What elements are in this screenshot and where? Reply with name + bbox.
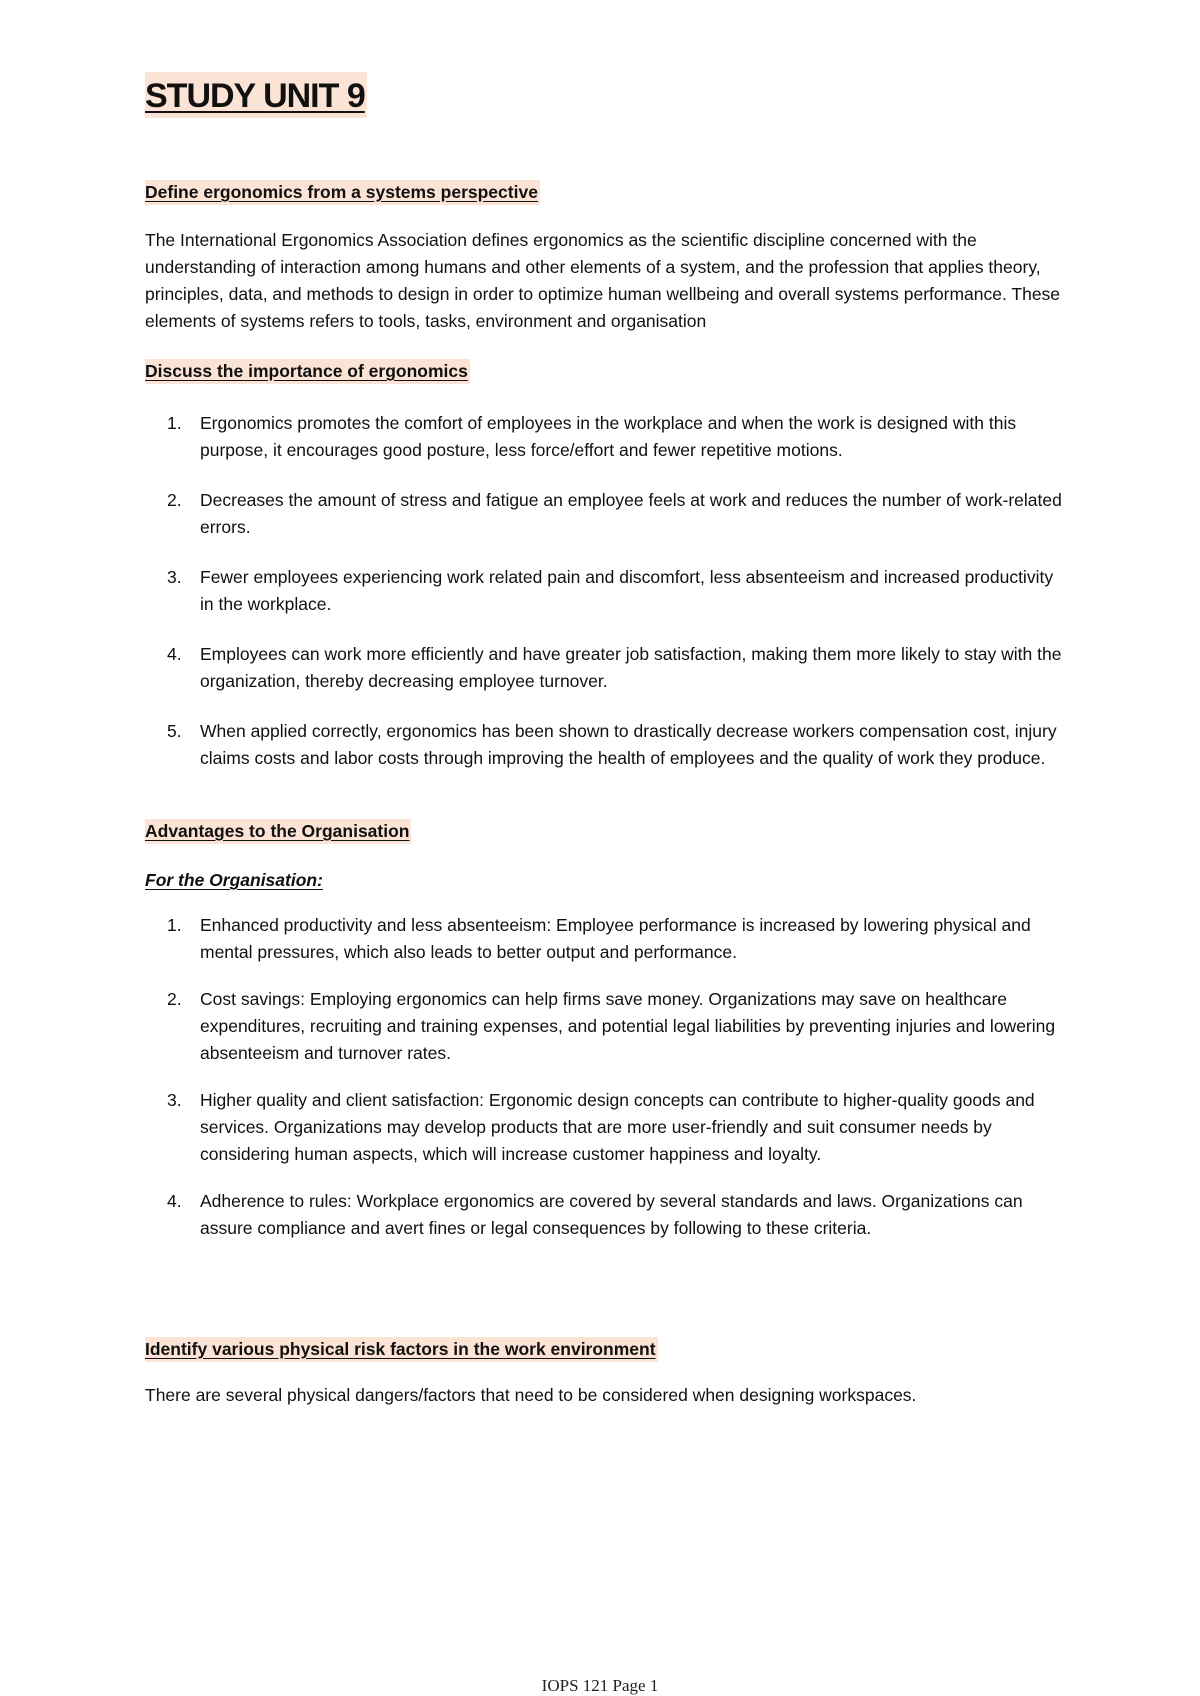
list-item — [145, 912, 1065, 966]
list-number: 2. — [167, 490, 182, 510]
heading-advantages: Advantages to the Organisation — [145, 819, 411, 844]
list-number: 3. — [167, 567, 182, 587]
list-item — [145, 986, 1065, 1067]
list-item — [145, 487, 1065, 541]
paragraph-define-ergonomics: The International Ergonomics Association defines ergonomics as the scientific discipline concerned with the understanding of interaction among humans and other elements of a system, and the profession that applies theory, principles, data, and methods to design in order to optimize human wellbeing and overall systems performance. These elements of systems refers to tools, tasks, environment and organisation — [145, 230, 1061, 331]
advantages-list — [145, 912, 1065, 1242]
list-number: 5. — [167, 721, 182, 741]
list-item — [145, 1087, 1065, 1168]
list-item — [145, 718, 1065, 772]
importance-list — [145, 410, 1065, 772]
heading-define-ergonomics: Define ergonomics from a systems perspective — [145, 180, 540, 205]
document-content — [145, 72, 1065, 1409]
subheading-for-organisation: For the Organisation: — [145, 870, 323, 890]
heading-importance: Discuss the importance of ergonomics — [145, 359, 470, 384]
list-number: 3. — [167, 1090, 182, 1110]
list-item-text: Cost savings: Employing ergonomics can help firms save money. Organizations may save on healthcare expenditures, recruiting and training expenses, and potential legal liabilities by preventing injuries and lowering absenteeism and turnover rates. — [200, 989, 1056, 1063]
list-item — [145, 564, 1065, 618]
list-item-text: Adherence to rules: Workplace ergonomics are covered by several standards and laws. Organizations can assure compliance and avert fines or legal consequences by following to these criteria. — [200, 1191, 1023, 1238]
paragraph-physical-risk: There are several physical dangers/factors that need to be considered when designing workspaces. — [145, 1385, 917, 1405]
list-item-text: Enhanced productivity and less absenteeism: Employee performance is increased by lowering physical and mental pressures, which also leads to better output and performance. — [200, 915, 1031, 962]
heading-physical-risk: Identify various physical risk factors in the work environment — [145, 1337, 658, 1362]
list-item — [145, 410, 1065, 464]
list-item — [145, 1188, 1065, 1242]
list-item-text: Decreases the amount of stress and fatigue an employee feels at work and reduces the number of work-related errors. — [200, 490, 1062, 537]
list-number: 4. — [167, 1191, 182, 1211]
list-number: 2. — [167, 989, 182, 1009]
list-item — [145, 641, 1065, 695]
list-item-text: Fewer employees experiencing work related pain and discomfort, less absenteeism and increased productivity in the workplace. — [200, 567, 1054, 614]
page-footer: IOPS 121 Page 1 — [541, 1676, 659, 1695]
list-item-text: When applied correctly, ergonomics has been shown to drastically decrease workers compensation cost, injury claims costs and labor costs through improving the health of employees and the quality of work they produce. — [200, 721, 1057, 768]
list-item-text: Ergonomics promotes the comfort of employees in the workplace and when the work is designed with this purpose, it encourages good posture, less force/effort and fewer repetitive motions. — [200, 413, 1017, 460]
list-number: 1. — [167, 413, 182, 433]
list-item-text: Higher quality and client satisfaction: Ergonomic design concepts can contribute to higher-quality goods and services. Organizations may develop products that are more user-friendly and suit consumer needs by considering human aspects, which will increase customer happiness and loyalty. — [200, 1090, 1035, 1164]
list-number: 1. — [167, 915, 182, 935]
list-item-text: Employees can work more efficiently and have greater job satisfaction, making them more likely to stay with the organization, thereby decreasing employee turnover. — [200, 644, 1062, 691]
list-number: 4. — [167, 644, 182, 664]
page-title: STUDY UNIT 9 — [145, 72, 367, 118]
